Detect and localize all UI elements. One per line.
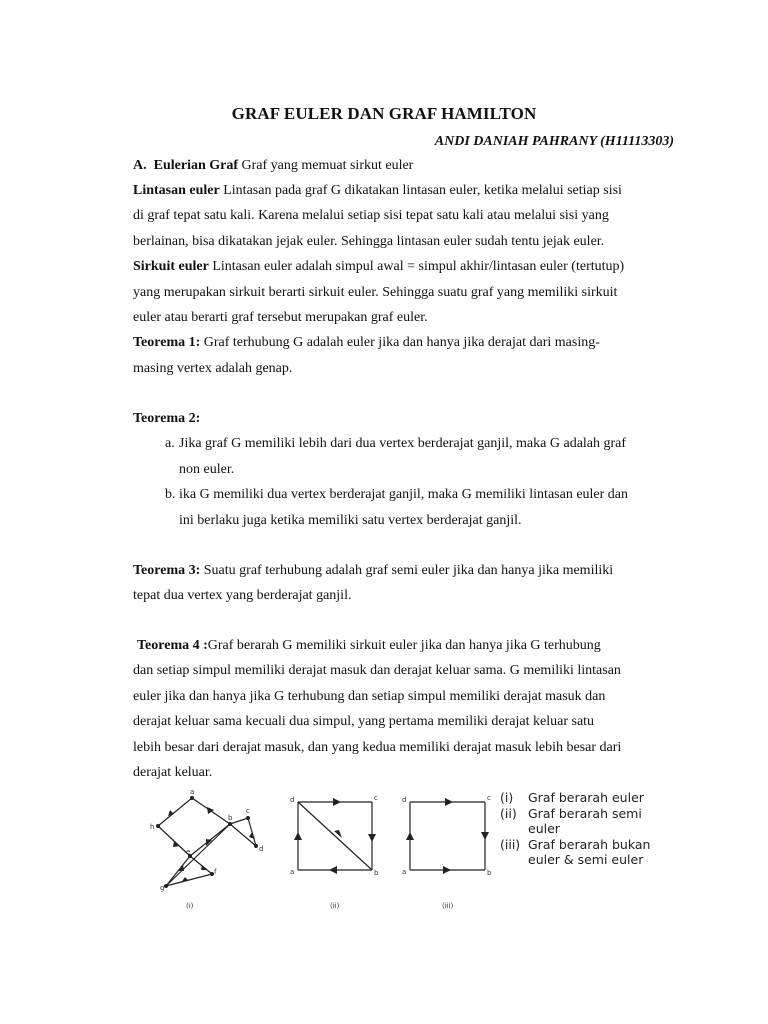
edge-a-h	[158, 798, 192, 826]
edge-b-c	[230, 818, 248, 824]
teorema2-heading: Teorema 2:	[133, 411, 201, 426]
lintasan-line-2: di graf tepat satu kali. Karena melalui setiap sisi tepat satu kali atau melalui sisi yang	[133, 208, 609, 223]
teorema3-text: Suatu graf terhubung adalah graf semi euler jika dan hanya jika memiliki	[200, 563, 614, 578]
sirkuit-line-1	[133, 258, 624, 276]
graph-iii-caption: (iii)	[442, 902, 454, 910]
node-b	[228, 822, 232, 826]
node-f-label: f	[214, 868, 217, 876]
node-a	[190, 796, 194, 800]
node-a-label: a	[290, 868, 295, 876]
node-c	[246, 816, 250, 820]
node-g-label: g	[160, 884, 165, 892]
graph-iii	[410, 802, 485, 870]
node-d-label: d	[402, 796, 407, 804]
arrow-mark	[294, 832, 302, 840]
figure-legend	[500, 790, 650, 868]
section-a	[133, 157, 413, 175]
teorema2-b-line-2: ini berlaku juga ketika memiliki satu vertex berderajat ganjil.	[179, 513, 522, 528]
graph-iii-labels	[402, 794, 492, 910]
node-b-label: b	[228, 814, 233, 822]
arrow-mark	[481, 832, 489, 840]
legend-key: (iii)	[500, 836, 521, 852]
teorema4-line-5: lebih besar dari derajat masuk, dan yang kedua memiliki derajat masuk lebih besar dari	[133, 740, 622, 755]
node-c-label: c	[374, 794, 378, 802]
node-h-label: h	[150, 823, 155, 831]
edge-b-g	[166, 824, 230, 886]
author-line: ANDI DANIAH PAHRANY (H11113303)	[434, 134, 674, 149]
arrow-mark	[445, 798, 453, 806]
graph-i-labels	[150, 788, 263, 910]
arrow-mark	[178, 864, 184, 871]
teorema1-heading: Teorema 1:	[133, 335, 201, 350]
node-a-label: a	[190, 788, 195, 796]
legend-text: Graf berarah semi	[528, 805, 642, 821]
section-text: Graf yang memuat sirkut euler	[238, 158, 414, 173]
document-title: GRAF EULER DAN GRAF HAMILTON	[231, 104, 537, 123]
legend-text: Graf berarah euler	[528, 790, 644, 805]
node-d-label: d	[290, 796, 295, 804]
teorema2-b-line-1: ika G memiliki dua vertex berderajat ganjil, maka G memiliki lintasan euler dan	[179, 487, 629, 502]
legend-row-iii	[500, 837, 650, 853]
node-b-label: b	[374, 869, 379, 877]
legend-row-ii	[500, 806, 650, 822]
teorema4-line-3: euler jika dan hanya jika G terhubung dan setiap simpul memiliki derajat masuk dan	[133, 689, 606, 704]
arrow-mark	[201, 865, 208, 870]
arrow-mark	[329, 866, 337, 874]
teorema4-line-4: derajat keluar sama kecuali dua simpul, yang pertama memiliki derajat keluar satu	[133, 714, 595, 729]
node-g	[164, 884, 168, 888]
graph-ii-caption: (ii)	[330, 902, 340, 910]
sirkuit-line-2: yang merupakan sirkuit berarti sirkuit euler. Sehingga suatu graf yang memiliki sirkuit	[133, 285, 618, 300]
teorema2-a-line-1: Jika graf G memiliki lebih dari dua vertex berderajat ganjil, maka G adalah graf	[179, 436, 627, 451]
section-heading: Eulerian Graf	[153, 158, 239, 173]
edge-e-f	[190, 856, 212, 874]
node-h	[156, 824, 160, 828]
teorema1-text: Graf terhubung G adalah euler jika dan hanya jika derajat dari masing-	[200, 335, 600, 350]
teorema2-b-marker: b.	[165, 487, 176, 502]
legend-row-i	[500, 790, 650, 806]
arrow-mark	[443, 866, 451, 874]
teorema1-line-2: masing vertex adalah genap.	[133, 361, 293, 376]
legend-key: (ii)	[500, 805, 517, 821]
teorema2-a-marker: a.	[165, 436, 175, 451]
lintasan-text: Lintasan pada graf G dikatakan lintasan euler, ketika melalui setiap sisi	[219, 183, 622, 198]
legend-row-ii-cont: euler	[528, 821, 560, 836]
teorema3-line-2: tepat dua vertex yang berderajat ganjil.	[133, 588, 352, 603]
legend-text: Graf berarah bukan	[528, 836, 651, 852]
sirkuit-heading: Sirkuit euler	[133, 259, 209, 274]
sirkuit-line-3: euler atau berarti graf tersebut merupakan graf euler.	[133, 310, 428, 325]
lintasan-heading: Lintasan euler	[133, 183, 220, 198]
graph-ii-labels	[290, 794, 379, 910]
node-d	[254, 844, 258, 848]
edge-d-b	[298, 802, 372, 870]
arrow-mark	[368, 834, 376, 842]
node-b-label: b	[487, 869, 492, 877]
teorema4-line-1	[137, 637, 601, 655]
arrow-mark	[406, 832, 414, 840]
teorema1-line-1	[133, 334, 600, 352]
node-a-label: a	[402, 868, 407, 876]
legend-key: (i)	[500, 790, 514, 805]
teorema3-line-1	[133, 562, 613, 580]
node-d-label: d	[259, 845, 264, 853]
teorema3-heading: Teorema 3:	[133, 563, 201, 578]
graph-i-caption: (i)	[186, 902, 194, 910]
node-c-label: c	[487, 794, 491, 802]
teorema2-a-line-2: non euler.	[179, 462, 235, 477]
teorema4-text: Graf berarah G memiliki sirkuit euler jika dan hanya jika G terhubung	[207, 638, 601, 653]
arrow-mark	[333, 798, 341, 806]
section-marker: A.	[133, 158, 147, 173]
arrow-mark	[173, 841, 180, 847]
teorema4-line-2: dan setiap simpul memiliki derajat masuk dan derajat keluar sama. G memiliki lintasan	[133, 663, 621, 678]
sirkuit-text: Lintasan euler adalah simpul awal = simpul akhir/lintasan euler (tertutup)	[208, 259, 625, 274]
graph-iii-arrows	[406, 798, 489, 874]
arrow-mark	[249, 832, 255, 839]
lintasan-line-3: berlainan, bisa dikatakan jejak euler. Sehingga lintasan euler sudah tentu jejak euler.	[133, 234, 605, 249]
lintasan-line-1	[133, 182, 622, 200]
node-e-label: e	[186, 848, 191, 856]
node-c-label: c	[246, 807, 250, 815]
legend-row-iii-cont: euler & semi euler	[528, 852, 644, 867]
teorema4-heading: Teorema 4 :	[137, 638, 208, 653]
arrow-mark	[181, 877, 188, 883]
graph-ii	[298, 802, 372, 870]
teorema4-line-6: derajat keluar.	[133, 765, 213, 780]
